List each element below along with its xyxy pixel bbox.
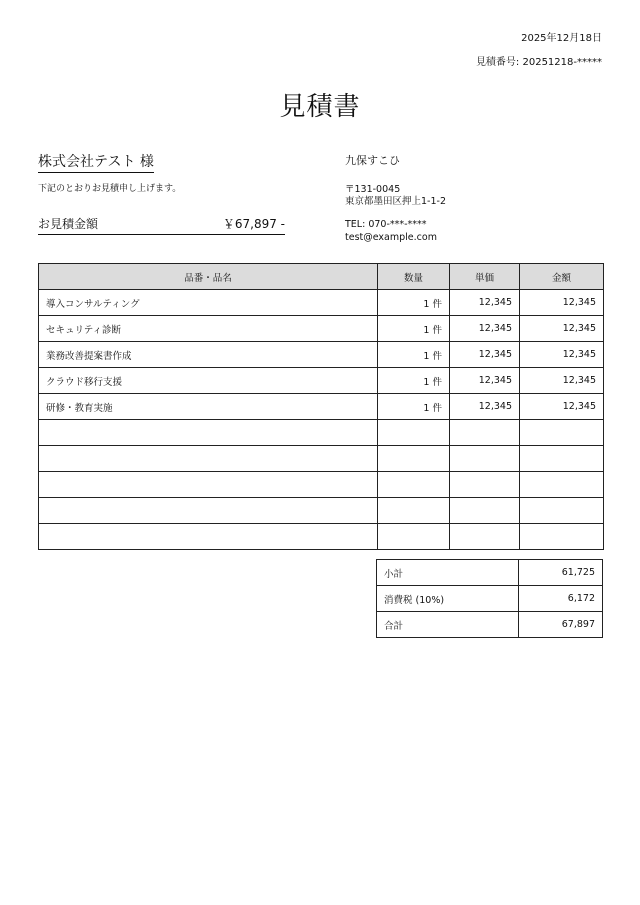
item-amount: 12,345: [520, 290, 604, 316]
item-name: [39, 524, 378, 550]
item-qty: [378, 498, 450, 524]
item-qty: [378, 524, 450, 550]
table-row: [39, 498, 604, 524]
item-unit-price: 12,345: [450, 368, 520, 394]
item-qty: 1 件: [378, 394, 450, 420]
column-header-unit-price: 単価: [450, 264, 520, 290]
item-name: セキュリティ診断: [39, 316, 378, 342]
table-row: [39, 290, 604, 316]
table-row: [39, 524, 604, 550]
page-title: 見積書: [279, 92, 361, 122]
item-name: クラウド移行支援: [39, 368, 378, 394]
recipient-name: 株式会社テスト 様: [38, 151, 154, 173]
item-unit-price: [450, 420, 520, 446]
issuer-tel: TEL: 070-***-****: [345, 219, 427, 230]
item-unit-price: [450, 446, 520, 472]
issuer-email: test@example.com: [345, 232, 437, 243]
item-name: [39, 446, 378, 472]
item-name: 導入コンサルティング: [39, 290, 378, 316]
items-table: [38, 263, 604, 550]
table-row: [39, 446, 604, 472]
issuer-address: 東京都墨田区押上1-1-2: [345, 196, 446, 207]
issue-date: 2025年12月18日: [521, 33, 602, 44]
table-header-row: [39, 264, 604, 290]
table-row: [39, 420, 604, 446]
tax-row: [377, 586, 603, 612]
item-name: 業務改善提案書作成: [39, 342, 378, 368]
column-header-qty: 数量: [378, 264, 450, 290]
table-row: [39, 342, 604, 368]
total-row: [377, 612, 603, 638]
item-amount: 12,345: [520, 394, 604, 420]
column-header-amount: 金額: [520, 264, 604, 290]
tax-value: 6,172: [519, 586, 603, 612]
item-unit-price: [450, 498, 520, 524]
item-amount: 12,345: [520, 342, 604, 368]
quote-number: 見積番号: 20251218-*****: [475, 57, 602, 68]
table-row: [39, 316, 604, 342]
item-unit-price: [450, 524, 520, 550]
item-amount: [520, 498, 604, 524]
item-amount: [520, 446, 604, 472]
item-amount: [520, 472, 604, 498]
item-name: [39, 472, 378, 498]
item-qty: [378, 446, 450, 472]
table-row: [39, 472, 604, 498]
item-unit-price: 12,345: [450, 316, 520, 342]
item-amount: 12,345: [520, 368, 604, 394]
intro-text: 下記のとおりお見積申し上げます。: [38, 184, 182, 194]
item-qty: 1 件: [378, 342, 450, 368]
quote-amount-value: ￥67,897 -: [222, 217, 285, 231]
item-unit-price: 12,345: [450, 342, 520, 368]
item-unit-price: 12,345: [450, 394, 520, 420]
totals-table: [376, 559, 603, 638]
item-name: 研修・教育実施: [39, 394, 378, 420]
table-row: [39, 368, 604, 394]
item-amount: [520, 524, 604, 550]
column-header-item: 品番・品名: [39, 264, 378, 290]
subtotal-value: 61,725: [519, 560, 603, 586]
item-name: [39, 420, 378, 446]
item-unit-price: 12,345: [450, 290, 520, 316]
item-unit-price: [450, 472, 520, 498]
quote-amount-row: [38, 214, 285, 235]
item-qty: 1 件: [378, 290, 450, 316]
tax-label: 消費税 (10%): [377, 586, 519, 612]
issuer-name: 九保すこひ: [345, 154, 400, 167]
total-label: 合計: [377, 612, 519, 638]
item-name: [39, 498, 378, 524]
table-row: [39, 394, 604, 420]
issuer-postal: 〒131-0045: [345, 184, 401, 195]
item-qty: 1 件: [378, 316, 450, 342]
item-qty: [378, 420, 450, 446]
quote-amount-label: お見積金額: [38, 217, 99, 231]
item-qty: 1 件: [378, 368, 450, 394]
item-amount: 12,345: [520, 316, 604, 342]
subtotal-label: 小計: [377, 560, 519, 586]
item-qty: [378, 472, 450, 498]
subtotal-row: [377, 560, 603, 586]
item-amount: [520, 420, 604, 446]
total-value: 67,897: [519, 612, 603, 638]
